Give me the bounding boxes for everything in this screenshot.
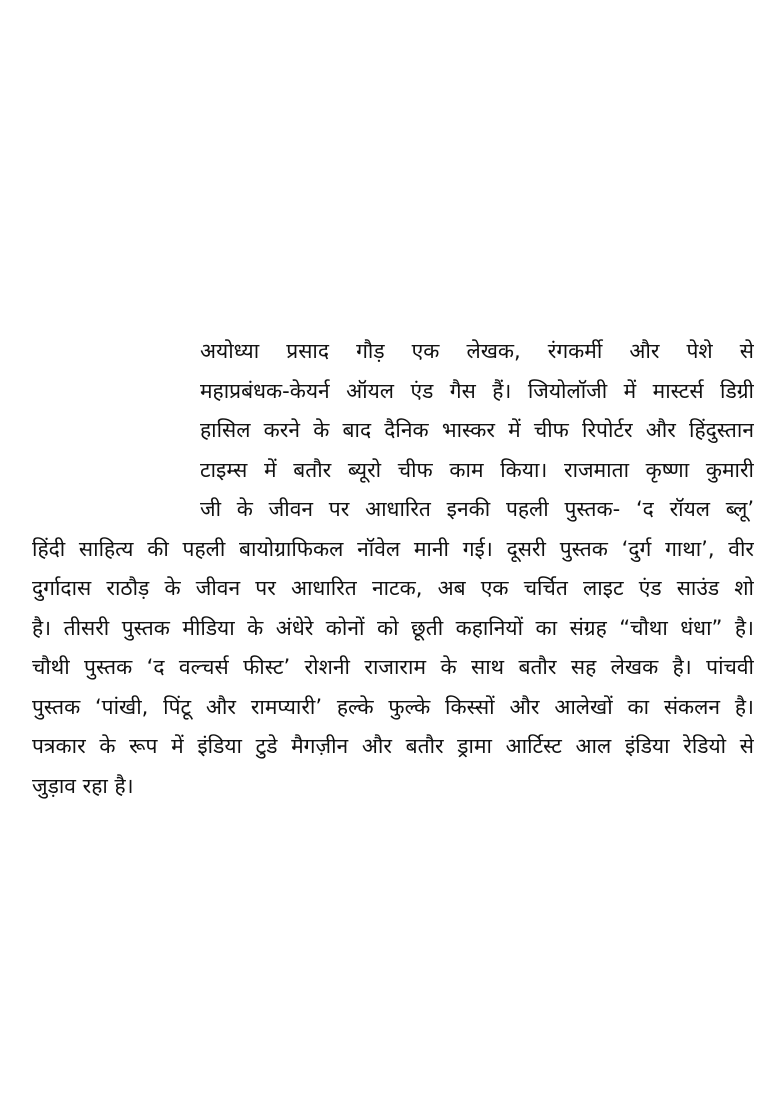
bio-line: दुर्गादास राठौड़ के जीवन पर आधारित नाटक, अब एक चर्चित लाइट एंड साउंड शो (32, 576, 754, 600)
bio-line: हिंदी साहित्य की पहली बायोग्राफिकल नॉवेल मानी गई। दूसरी पुस्तक ‘दुर्ग गाथा’, वीर (32, 536, 754, 561)
bio-line: चौथी पुस्तक ‘द वल्चर्स फीस्ट’ रोशनी राजाराम के साथ बतौर सह लेखक है। पांचवी (32, 655, 754, 679)
bio-line: जी के जीवन पर आधारित इनकी पहली पुस्तक- ‘द रॉयल ब्लू’ (200, 497, 754, 521)
bio-line: जुड़ाव रहा है। (32, 773, 134, 798)
bio-line: महाप्रबंधक-केयर्न ऑयल एंड गैस हैं। जियोलॉजी में मास्टर्स डिग्री (200, 378, 754, 403)
bio-line: है। तीसरी पुस्तक मीडिया के अंधेरे कोनों को छूती कहानियों का संग्रह “चौथा धंधा” है। (32, 615, 754, 640)
bio-line: हासिल करने के बाद दैनिक भास्कर में चीफ रिपोर्टर और हिंदुस्तान (200, 418, 754, 442)
bio-line: अयोध्या प्रसाद गौड़ एक लेखक, रंगकर्मी और पेशे से (200, 339, 754, 363)
bio-line: पुस्तक ‘पांखी, पिंटू और रामप्यारी’ हल्के फुल्के किस्सों और आलेखों का संकलन है। (32, 694, 754, 719)
bio-line: पत्रकार के रूप में इंडिया टुडे मैगज़ीन और बतौर ड्रामा आर्टिस्ट आल इंडिया रेडियो से (32, 734, 754, 758)
bio-line: टाइम्स में बतौर ब्यूरो चीफ काम किया। राजमाता कृष्णा कुमारी (200, 457, 754, 482)
author-bio-paragraph (32, 332, 754, 806)
